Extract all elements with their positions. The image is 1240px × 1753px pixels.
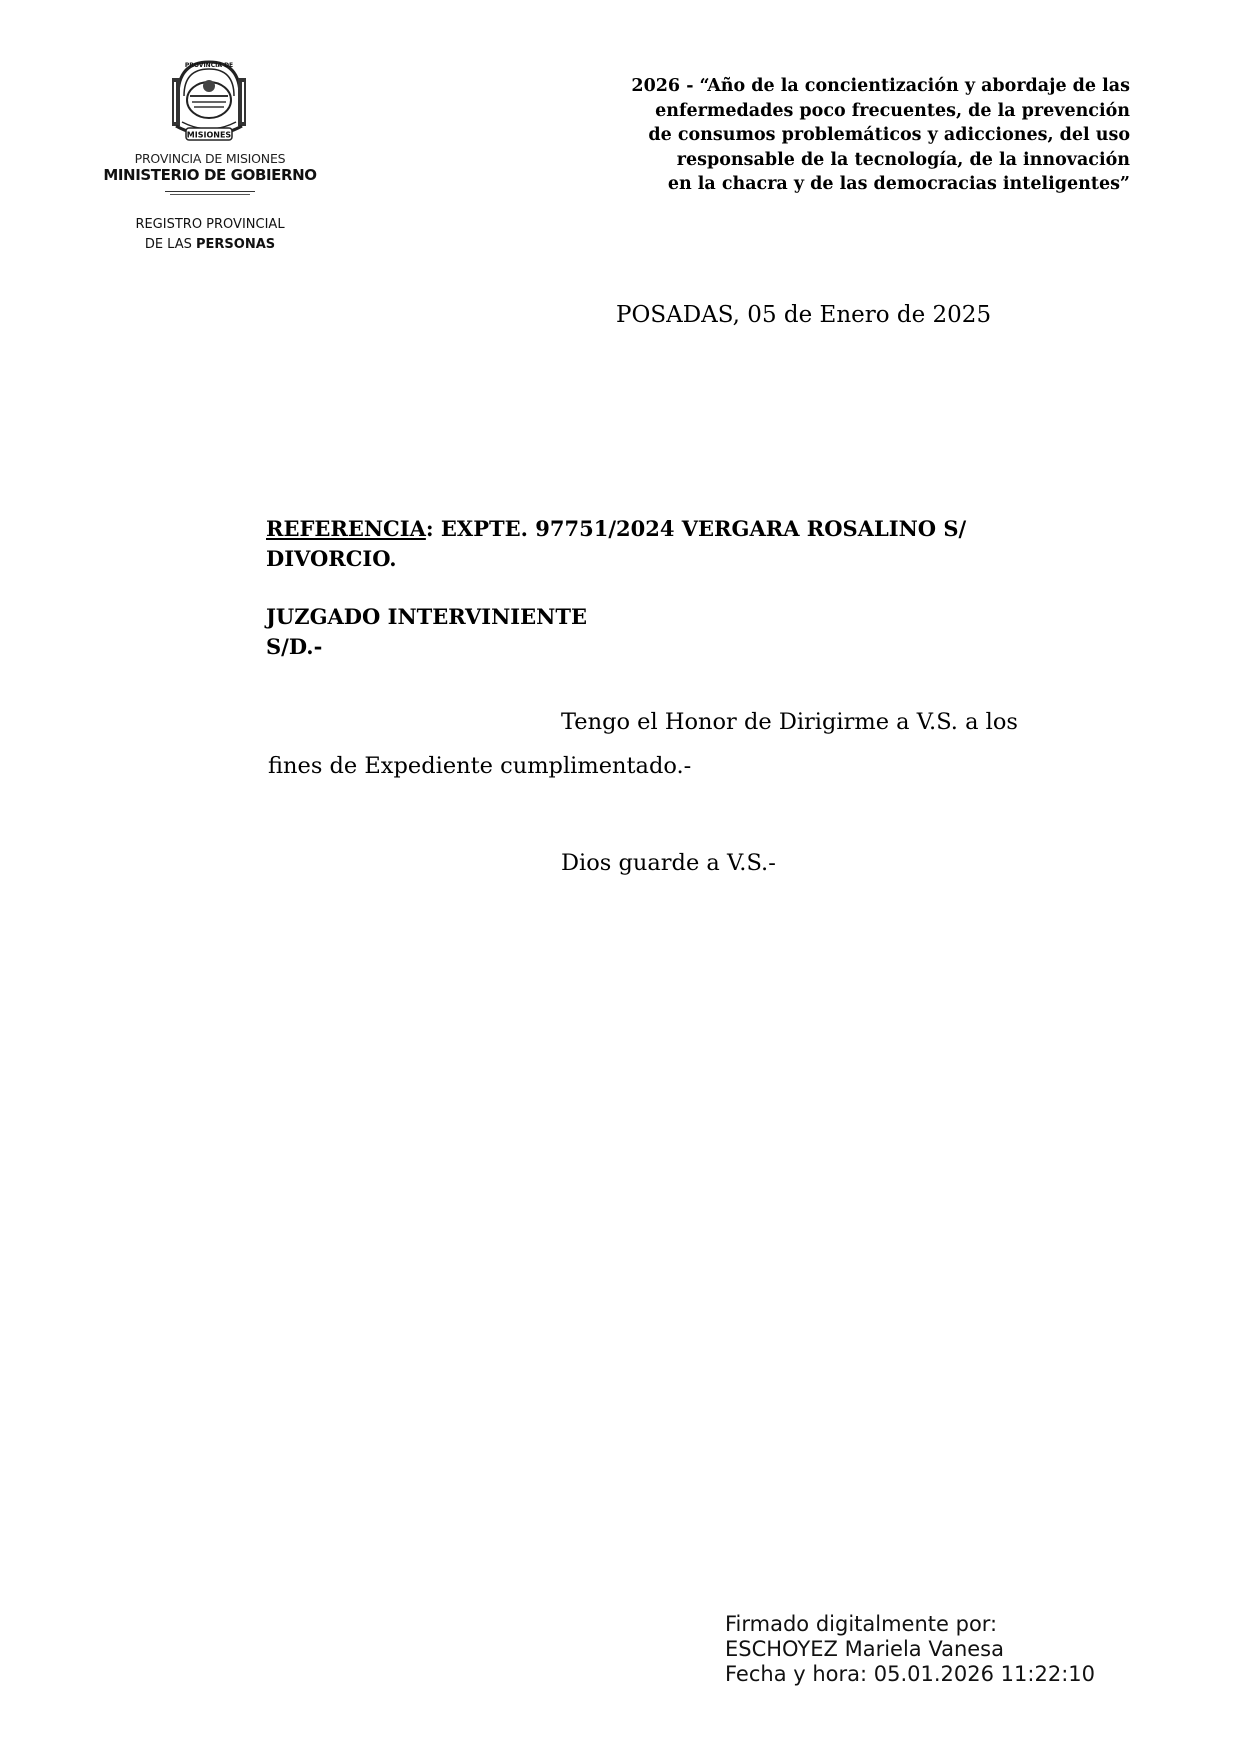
addressee-court: JUZGADO INTERVINIENTE [266,604,587,629]
body-paragraph-line-1: Tengo el Honor de Dirigirme a V.S. a los [561,709,1018,735]
addressee-block [266,602,587,662]
motto-line: responsable de la tecnología, de la innovación [676,149,1130,170]
signature-line-1: Firmado digitalmente por: [725,1612,998,1636]
signature-datetime: Fecha y hora: 05.01.2026 11:22:10 [725,1662,1095,1686]
registry-line-1: REGISTRO PROVINCIAL [135,217,285,232]
closing-salutation: Dios guarde a V.S.- [561,850,776,876]
motto-line: 2026 - “Año de la concientización y abordaje de las [631,76,1130,96]
place-and-date: POSADAS, 05 de Enero de 2025 [616,302,992,328]
reference-line-2: DIVORCIO. [266,546,397,571]
year-motto [510,74,1130,197]
province-name: PROVINCIA DE MISIONES [134,151,286,166]
addressee-sd: S/D.- [266,634,323,659]
registry-name [100,215,320,255]
signature-signer: ESCHOYEZ Mariela Vanesa [725,1637,1004,1661]
motto-line: enfermedades poco frecuentes, de la prevención [655,100,1130,121]
seal-ribbon-text: MISIONES [186,130,232,140]
reference-text: : EXPTE. 97751/2024 VERGARA ROSALINO S/ [425,516,967,541]
reference-line-1 [266,514,1066,544]
motto-line: de consumos problemáticos y adicciones, del uso [648,125,1130,145]
reference-label: REFERENCIA [266,516,426,541]
provincial-seal-logo [164,56,254,146]
motto-line: en la chacra y de las democracias inteligentes” [667,174,1130,194]
registry-line-2 [100,235,320,255]
ministry-name: MINISTERIO DE GOBIERNO [103,166,317,184]
registry-line-2-prefix: DE LAS [144,237,192,252]
reference-block [266,514,1066,574]
registry-line-2-bold: PERSONAS [196,237,276,252]
digital-signature-stamp [725,1612,1095,1687]
letterhead-divider [165,191,255,192]
body-paragraph-line-2: fines de Expediente cumplimentado.- [268,753,692,779]
seal-arch-text: PROVINCIA DE [184,62,234,69]
letterhead-divider-secondary [170,194,250,195]
